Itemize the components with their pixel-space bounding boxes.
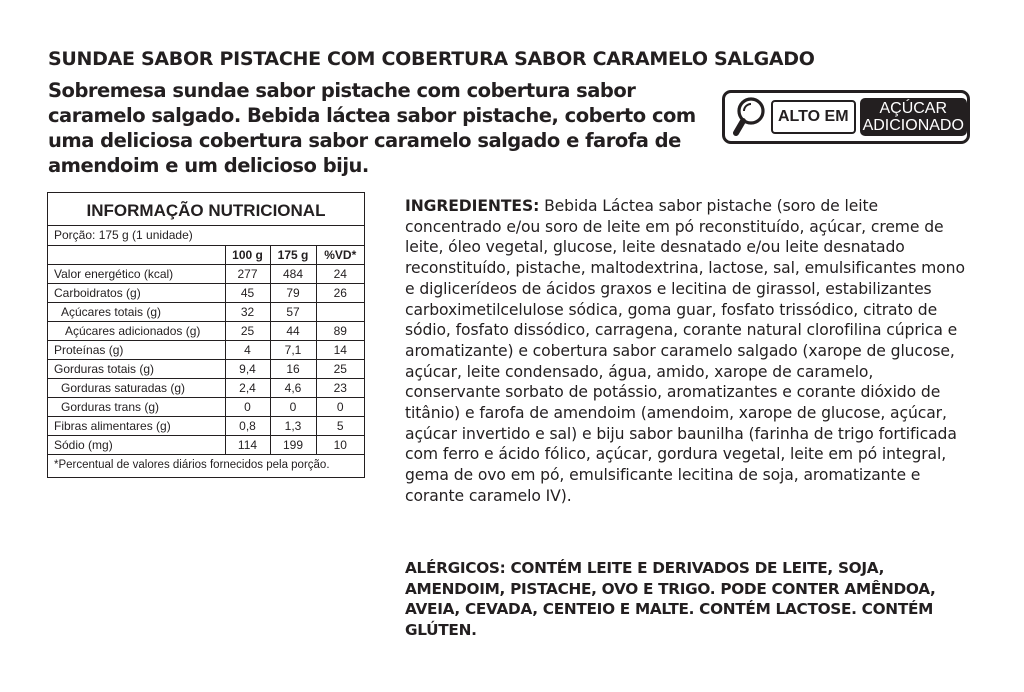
- high-in-label: ALTO EM: [771, 100, 856, 134]
- table-row: [48, 341, 364, 360]
- table-row: [48, 417, 364, 436]
- nutrition-facts-table: [47, 192, 365, 478]
- value-vd: 14: [316, 341, 364, 360]
- nutrient-label: Açúcares totais (g): [48, 303, 225, 322]
- value-100g: 9,4: [225, 360, 270, 379]
- added-sugar-label: [860, 98, 967, 136]
- ingredients-paragraph: [405, 196, 965, 507]
- nutrient-label: Gorduras saturadas (g): [48, 379, 225, 398]
- value-175g: 57: [270, 303, 316, 322]
- value-vd: [316, 303, 364, 322]
- product-title: SUNDAE SABOR PISTACHE COM COBERTURA SABOR CARAMELO SALGADO: [48, 48, 815, 70]
- value-100g: 277: [225, 265, 270, 284]
- value-vd: 24: [316, 265, 364, 284]
- product-description: Sobremesa sundae sabor pistache com cobertura sabor caramelo salgado. Bebida láctea sabor pistache, coberto com uma deliciosa cobertura sabor caramelo salgado e farofa de amendoim e um delicioso biju.: [48, 79, 696, 177]
- value-175g: 0: [270, 398, 316, 417]
- value-100g: 25: [225, 322, 270, 341]
- value-100g: 114: [225, 436, 270, 455]
- nutrient-label: Fibras alimentares (g): [48, 417, 225, 436]
- value-175g: 7,1: [270, 341, 316, 360]
- nutrient-label: Açúcares adicionados (g): [48, 322, 225, 341]
- allergens-statement: ALÉRGICOS: CONTÉM LEITE E DERIVADOS DE LEITE, SOJA, AMENDOIM, PISTACHE, OVO E TRIGO. PODE CONTER AMÊNDOA, AVEIA, CEVADA, CENTEIO E MALTE. CONTÉM LACTOSE. CONTÉM GLÚTEN.: [405, 559, 936, 640]
- value-vd: 10: [316, 436, 364, 455]
- ingredients-label: INGREDIENTES:: [405, 197, 540, 215]
- value-100g: 0,8: [225, 417, 270, 436]
- value-175g: 79: [270, 284, 316, 303]
- nutrition-header-blank: [48, 246, 225, 265]
- value-vd: 23: [316, 379, 364, 398]
- added-sugar-line1: AÇÚCAR: [879, 100, 948, 117]
- added-sugar-warning-badge: [722, 90, 970, 144]
- added-sugar-line2: ADICIONADO: [862, 117, 964, 134]
- table-row: [48, 303, 364, 322]
- value-vd: 25: [316, 360, 364, 379]
- table-row: [48, 322, 364, 341]
- table-row: [48, 379, 364, 398]
- value-175g: 484: [270, 265, 316, 284]
- value-vd: 0: [316, 398, 364, 417]
- nutrition-portion: Porção: 175 g (1 unidade): [48, 226, 364, 246]
- table-row: [48, 284, 364, 303]
- nutrition-footnote: *Percentual de valores diários fornecidos pela porção.: [54, 459, 330, 471]
- table-row: [48, 398, 364, 417]
- nutrition-header-row: [48, 246, 364, 265]
- nutrition-header-100g: 100 g: [225, 246, 270, 265]
- value-100g: 45: [225, 284, 270, 303]
- value-100g: 0: [225, 398, 270, 417]
- value-vd: 5: [316, 417, 364, 436]
- ingredients-text: Bebida Láctea sabor pistache (soro de leite concentrado e/ou soro de leite em pó reconstituído, açúcar, creme de leite, óleo vegetal, glucose, leite desnatado e/ou leite desnatado reconstituído, pistache, maltodextrina, lactose, sal, emulsificantes mono e diglicerídeos de ácidos graxos e lecitina de girassol, estabilizantes carboximetilcelulose sódica, goma guar, fosfato trissódico, citrato de sódio, fosfato dissódico, carragena, corante natural clorofilina cúprica e aromatizante) e cobertura sabor caramelo salgado (xarope de glucose, açúcar, leite condensado, água, amido, xarope de caramelo, conservante sorbato de potássio, aromatizantes e corante dióxido de titânio) e farofa de amendoim (amendoim, xarope de glucose, açúcar, açúcar invertido e sal) e biju sabor baunilha (farinha de trigo fortificada com ferro e ácido fólico, açúcar, gordura vegetal, leite em pó integral, gema de ovo em pó, emulsificante lecitina de soja, aromatizante e corante caramelo IV).: [405, 197, 965, 505]
- value-175g: 199: [270, 436, 316, 455]
- value-175g: 44: [270, 322, 316, 341]
- nutrient-label: Gorduras totais (g): [48, 360, 225, 379]
- value-100g: 32: [225, 303, 270, 322]
- value-175g: 16: [270, 360, 316, 379]
- value-100g: 2,4: [225, 379, 270, 398]
- magnifier-icon: [733, 95, 769, 139]
- value-175g: 4,6: [270, 379, 316, 398]
- nutrient-label: Proteínas (g): [48, 341, 225, 360]
- value-100g: 4: [225, 341, 270, 360]
- nutrient-label: Sódio (mg): [48, 436, 225, 455]
- value-175g: 1,3: [270, 417, 316, 436]
- nutrition-title: INFORMAÇÃO NUTRICIONAL: [48, 193, 364, 226]
- value-vd: 89: [316, 322, 364, 341]
- nutrition-header-175g: 175 g: [270, 246, 316, 265]
- nutrient-label: Carboidratos (g): [48, 284, 225, 303]
- nutrient-label: Valor energético (kcal): [48, 265, 225, 284]
- table-row: [48, 436, 364, 455]
- nutrient-label: Gorduras trans (g): [48, 398, 225, 417]
- nutrition-header-vd: %VD*: [316, 246, 364, 265]
- table-row: [48, 360, 364, 379]
- table-row: [48, 265, 364, 284]
- value-vd: 26: [316, 284, 364, 303]
- nutrition-grid: [48, 246, 364, 455]
